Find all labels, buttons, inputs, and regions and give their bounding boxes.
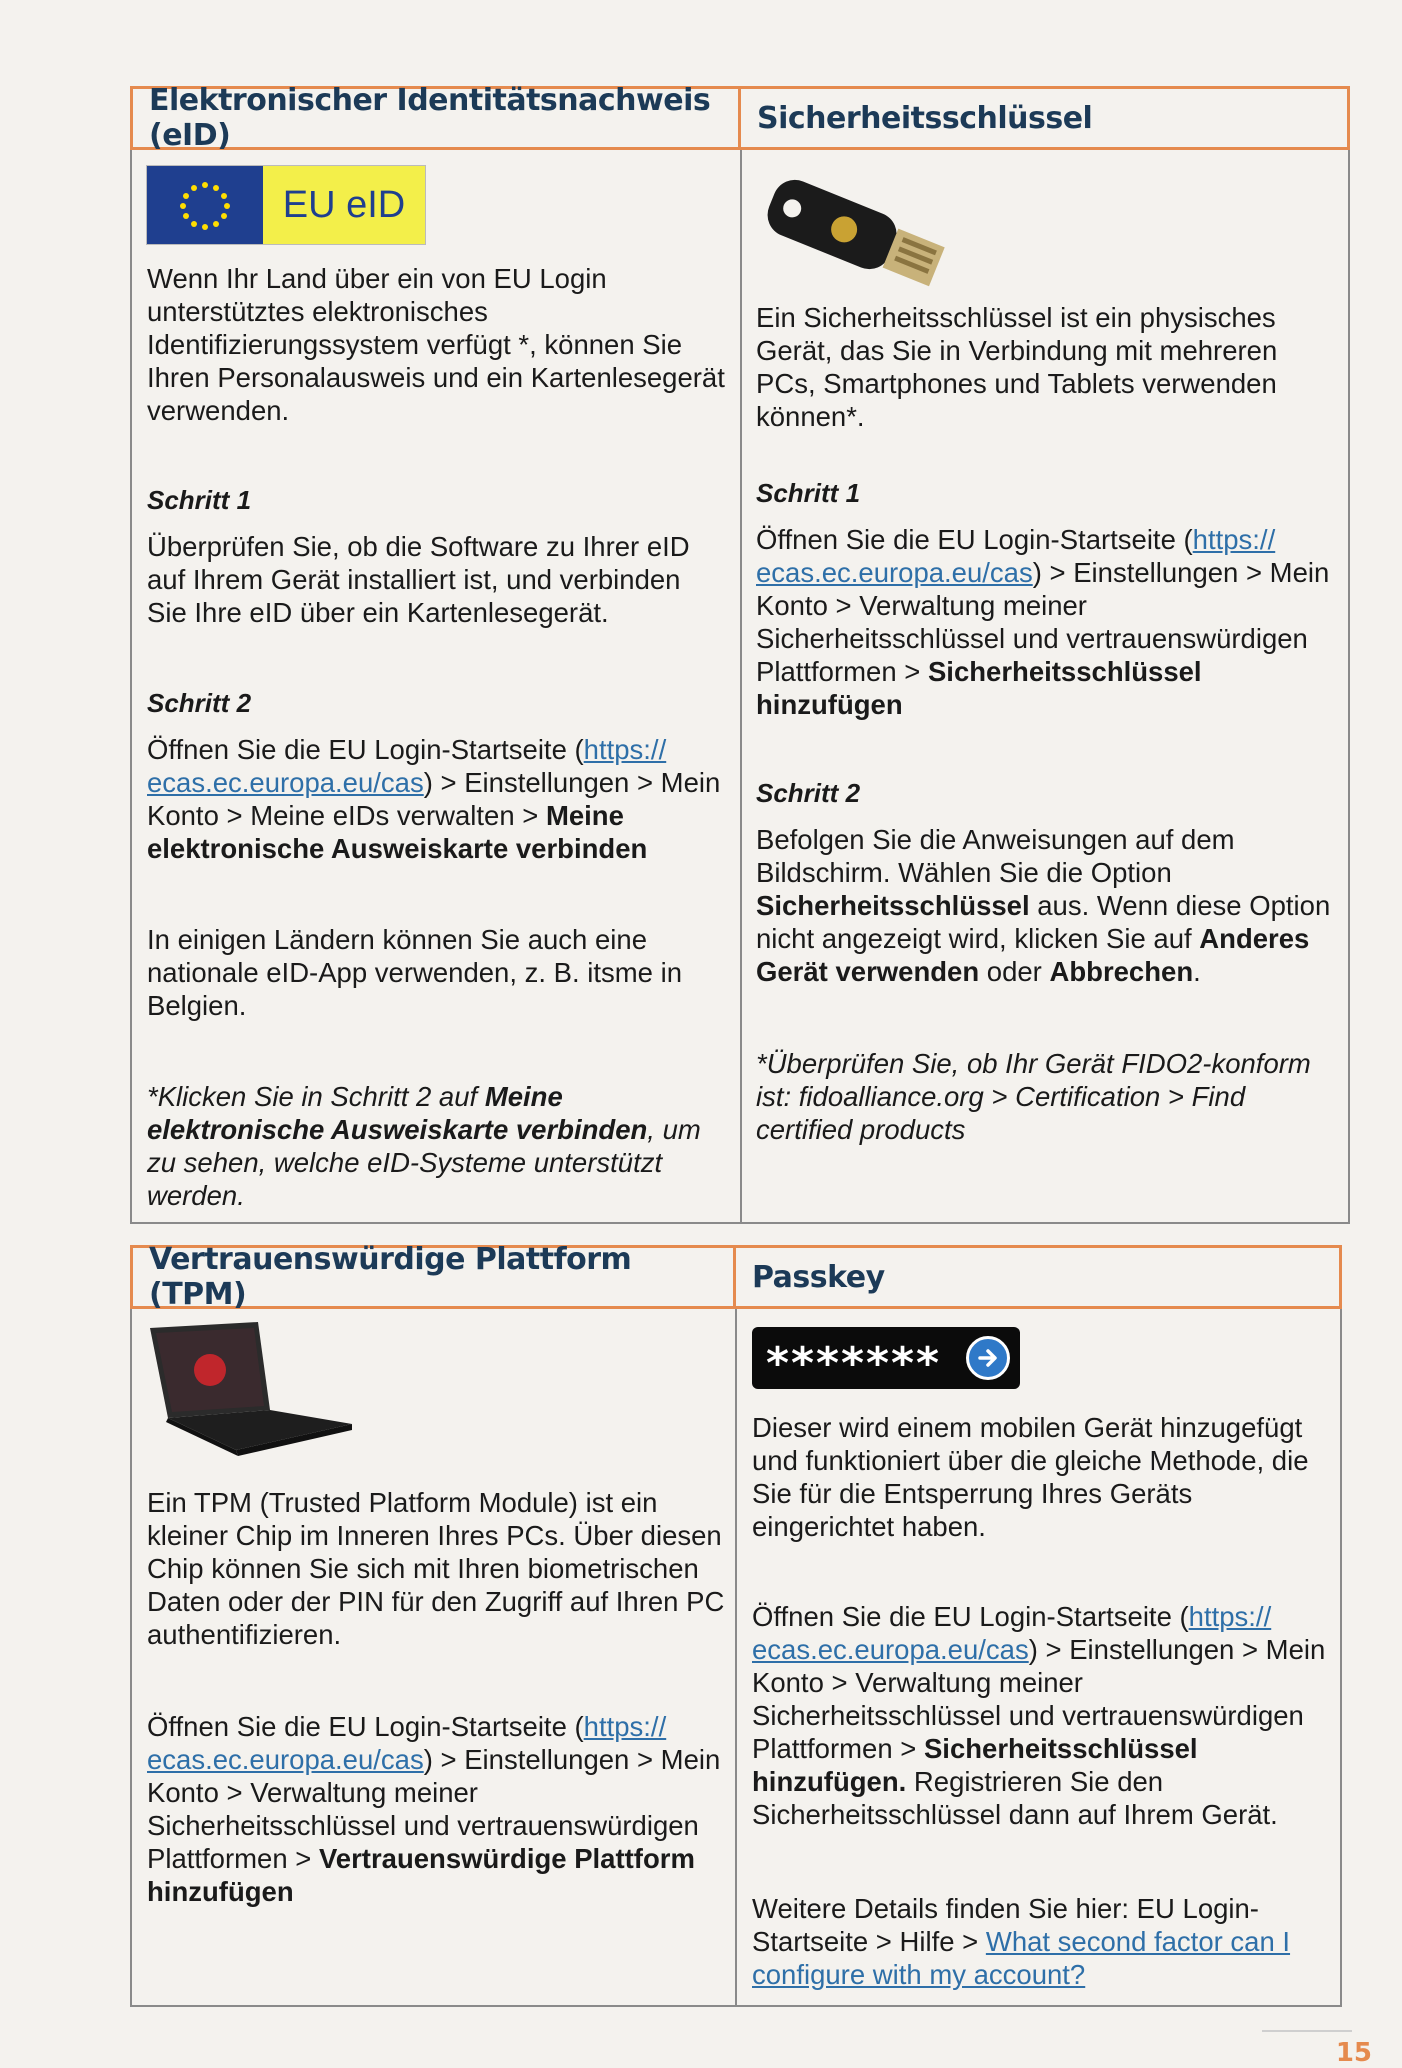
tpm-ecas-link[interactable]: https:// ecas.ec.europa.eu/cas xyxy=(147,1711,667,1775)
eu-stars-icon xyxy=(147,166,263,244)
eid-heading: Elektronischer Identitätsnachweis (eID) xyxy=(130,86,741,150)
passkey-ecas-link[interactable]: https:// ecas.ec.europa.eu/cas xyxy=(752,1601,1272,1665)
arrow-right-icon xyxy=(966,1336,1010,1380)
passkey-instructions: Öffnen Sie die EU Login-Startseite (https:// ecas.ec.europa.eu/cas) > Einstellungen > Mein Konto > Verwaltung meiner Sicherheitsschlüssel und vertrauenswürdigen Plattformen > Sicherheitsschlüssel hinzufügen. Registrieren Sie den Sicherheitsschlüssel dann auf Ihrem Gerät. xyxy=(752,1601,1326,1830)
passkey-intro: Dieser wird einem mobilen Gerät hinzugefügt und funktioniert über die gleiche Methode, die Sie für die Entsperrung Ihres Geräts eingerichtet haben. xyxy=(752,1412,1309,1542)
page-number: 15 xyxy=(1335,2038,1372,2068)
eid-intro: Wenn Ihr Land über ein von EU Login unterstütztes elektronisches Identifizierungssystem verfügt *, können Sie Ihren Personalausweis und ein Kartenlesegerät verwenden. xyxy=(147,263,725,426)
key-step2-text: Befolgen Sie die Anweisungen auf dem Bildschirm. Wählen Sie die Option Sicherheitsschlüssel aus. Wenn diese Option nicht angezeigt wird, klicken Sie auf Anderes Gerät verwenden oder Abbrechen. xyxy=(756,824,1331,987)
passkey-masked-text: ******* xyxy=(766,1338,942,1389)
eid-step2-text: Öffnen Sie die EU Login-Startseite (https:// ecas.ec.europa.eu/cas) > Einstellungen > Mein Konto > Meine eIDs verwalten > Meine elektronische Ausweiskarte verbinden xyxy=(147,734,721,864)
security-key-image xyxy=(756,175,956,290)
key-step1-text: Öffnen Sie die EU Login-Startseite (https:// ecas.ec.europa.eu/cas) > Einstellungen > Mein Konto > Verwaltung meiner Sicherheitsschlüssel und vertrauenswürdigen Plattformen > Sicherheitsschlüssel hinzufügen xyxy=(756,524,1330,720)
key-intro: Ein Sicherheitsschlüssel ist ein physisches Gerät, das Sie in Verbindung mit mehreren PCs, Smartphones und Tablets verwenden können*. xyxy=(756,302,1278,432)
eid-ecas-link[interactable]: https:// ecas.ec.europa.eu/cas xyxy=(147,734,667,798)
eu-eid-logo xyxy=(146,165,426,245)
key-footnote: *Überprüfen Sie, ob Ihr Gerät FIDO2-konform ist: fidoalliance.org > Certification > Find certified products xyxy=(756,1048,1311,1145)
passkey-graphic xyxy=(752,1327,1020,1389)
eid-step2-label: Schritt 2 xyxy=(147,688,252,718)
security-key-heading: Sicherheitsschlüssel xyxy=(741,86,1350,150)
eu-eid-logo-text: EU eID xyxy=(263,166,425,244)
passkey-heading: Passkey xyxy=(736,1245,1342,1309)
page-rule xyxy=(1262,2030,1352,2032)
key-ecas-link[interactable]: https:// ecas.ec.europa.eu/cas xyxy=(756,524,1276,588)
eid-footnote: *Klicken Sie in Schritt 2 auf Meine elektronische Ausweiskarte verbinden, um zu sehen, welche eID-Systeme unterstützt werden. xyxy=(147,1081,701,1211)
key-step2-label: Schritt 2 xyxy=(756,778,861,808)
passkey-more-details: Weitere Details finden Sie hier: EU Login-Startseite > Hilfe > What second factor can I configure with my account? xyxy=(752,1893,1291,1990)
tpm-heading: Vertrauenswürdige Plattform (TPM) xyxy=(130,1245,736,1309)
laptop-image xyxy=(146,1322,356,1477)
second-factor-help-link[interactable]: What second factor can I configure with my account? xyxy=(752,1926,1291,1990)
eid-step1-text: Überprüfen Sie, ob die Software zu Ihrer eID auf Ihrem Gerät installiert ist, und verbinden Sie Ihre eID über ein Kartenlesegerät. xyxy=(147,531,690,628)
eid-step1-label: Schritt 1 xyxy=(147,485,252,515)
tpm-intro: Ein TPM (Trusted Platform Module) ist ein kleiner Chip im Inneren Ihres PCs. Über diesen Chip können Sie sich mit Ihren biometrischen Daten oder der PIN für den Zugriff auf Ihren PC authentifizieren. xyxy=(147,1487,725,1650)
eid-note: In einigen Ländern können Sie auch eine nationale eID-App verwenden, z. B. itsme in Belgien. xyxy=(147,924,683,1021)
tpm-instructions: Öffnen Sie die EU Login-Startseite (https:// ecas.ec.europa.eu/cas) > Einstellungen > Mein Konto > Verwaltung meiner Sicherheitsschlüssel und vertrauenswürdigen Plattformen > Vertrauenswürdige Plattform hinzufügen xyxy=(147,1711,721,1907)
key-step1-label: Schritt 1 xyxy=(756,478,861,508)
